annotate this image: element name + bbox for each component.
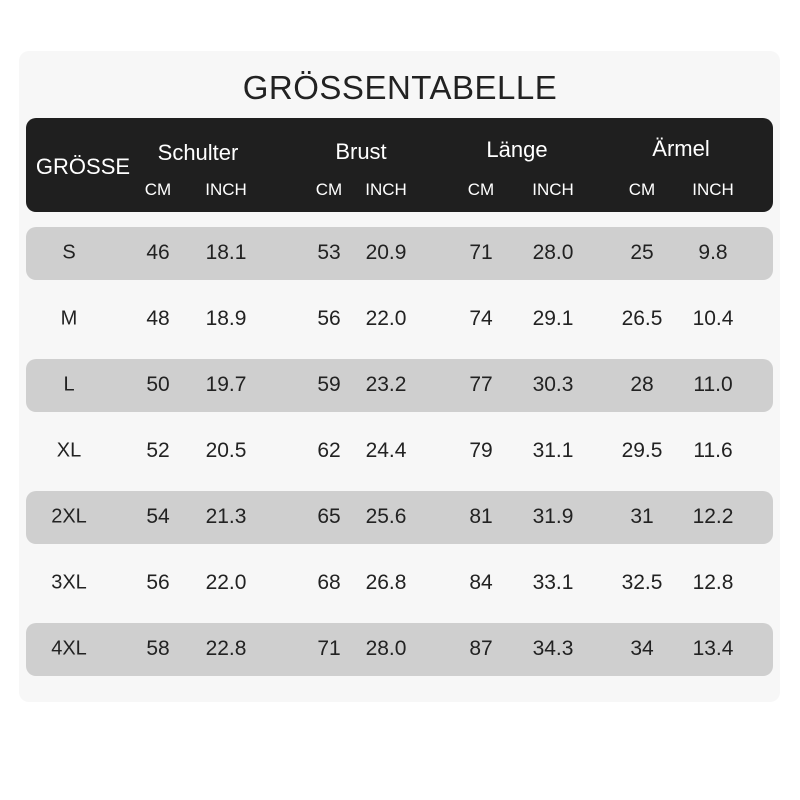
measurement-cell: 56 [146, 571, 170, 594]
unit-header: INCH [532, 180, 574, 199]
measurement-cell: 81 [469, 505, 493, 528]
measurement-cell: 21.3 [205, 505, 247, 528]
measurement-cell: 29.1 [532, 307, 574, 330]
measurement-cell: 22.8 [205, 637, 247, 660]
measurement-cell: 50 [146, 373, 170, 396]
measurement-cell: 24.4 [365, 439, 407, 462]
measurement-cell: 11.6 [693, 439, 733, 462]
measurement-cell: 71 [317, 637, 341, 660]
size-cell: M [60, 307, 78, 330]
measurement-cell: 54 [146, 505, 170, 528]
unit-header: CM [144, 180, 172, 199]
measurement-cell: 33.1 [532, 571, 574, 594]
measurement-cell: 25.6 [365, 505, 407, 528]
size-column-header: GRÖSSE [35, 154, 131, 179]
measurement-cell: 56 [317, 307, 341, 330]
measurement-cell: 62 [317, 439, 341, 462]
measurement-cell: 31.1 [532, 439, 574, 462]
unit-header: INCH [365, 180, 407, 199]
measurement-cell: 20.9 [365, 241, 407, 264]
measurement-cell: 65 [317, 505, 341, 528]
measurement-cell: 11.0 [693, 373, 733, 396]
measurement-cell: 28.0 [365, 637, 407, 660]
page-title: GRÖSSENTABELLE [242, 69, 558, 106]
measurement-cell: 29.5 [621, 439, 663, 462]
measurement-cell: 22.0 [205, 571, 247, 594]
measurement-cell: 31.9 [532, 505, 574, 528]
size-cell: S [62, 241, 76, 264]
measurement-cell: 28.0 [532, 241, 574, 264]
measurement-cell: 59 [317, 373, 341, 396]
measurement-cell: 48 [146, 307, 170, 330]
measurement-cell: 25 [630, 241, 654, 264]
measurement-cell: 18.1 [205, 241, 247, 264]
unit-header: INCH [692, 180, 734, 199]
measurement-cell: 31 [630, 505, 654, 528]
size-cell: 4XL [51, 637, 87, 660]
measurement-cell: 26.5 [621, 307, 663, 330]
column-group-header: Ärmel [652, 136, 710, 161]
measurement-cell: 34.3 [532, 637, 574, 660]
size-cell: L [63, 373, 75, 396]
measurement-cell: 32.5 [621, 571, 663, 594]
size-cell: 3XL [51, 571, 87, 594]
measurement-cell: 58 [146, 637, 170, 660]
measurement-cell: 53 [317, 241, 341, 264]
measurement-cell: 18.9 [205, 307, 247, 330]
measurement-cell: 34 [630, 637, 654, 660]
measurement-cell: 10.4 [692, 307, 734, 330]
unit-header: CM [315, 180, 343, 199]
unit-header: CM [628, 180, 656, 199]
measurement-cell: 13.4 [692, 637, 734, 660]
size-cell: XL [56, 439, 82, 462]
measurement-cell: 84 [469, 571, 493, 594]
measurement-cell: 28 [630, 373, 654, 396]
measurement-cell: 87 [469, 637, 493, 660]
measurement-cell: 19.7 [205, 373, 247, 396]
measurement-cell: 9.8 [698, 241, 728, 264]
measurement-cell: 68 [317, 571, 341, 594]
unit-header: CM [467, 180, 495, 199]
measurement-cell: 74 [469, 307, 493, 330]
column-group-header: Schulter [157, 140, 239, 165]
measurement-cell: 79 [469, 439, 493, 462]
measurement-cell: 77 [469, 373, 493, 396]
measurement-cell: 20.5 [205, 439, 247, 462]
column-group-header: Länge [486, 137, 548, 162]
measurement-cell: 71 [469, 241, 493, 264]
unit-header: INCH [205, 180, 247, 199]
measurement-cell: 52 [146, 439, 170, 462]
measurement-cell: 12.8 [692, 571, 734, 594]
measurement-cell: 26.8 [365, 571, 407, 594]
measurement-cell: 22.0 [365, 307, 407, 330]
size-cell: 2XL [51, 505, 87, 528]
column-group-header: Brust [335, 139, 387, 164]
measurement-cell: 30.3 [532, 373, 574, 396]
measurement-cell: 46 [146, 241, 170, 264]
measurement-cell: 23.2 [365, 373, 407, 396]
measurement-cell: 12.2 [692, 505, 734, 528]
